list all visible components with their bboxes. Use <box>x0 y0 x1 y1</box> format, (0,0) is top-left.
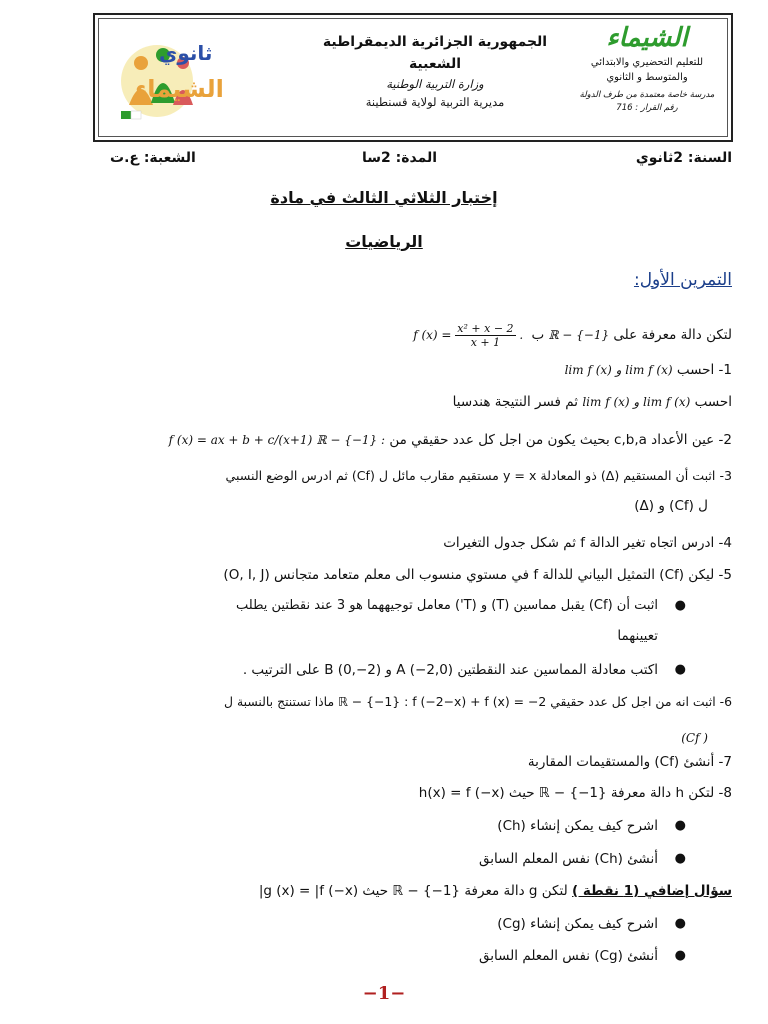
q1-text: احسب <box>676 362 715 378</box>
branch-label: الشعبة: ع.ت <box>110 150 196 166</box>
fraction-numerator: x² + x − 2 <box>457 322 514 335</box>
intro-text: لتكن دالة معرفة على <box>613 327 732 343</box>
q6-number: 6- <box>719 694 732 709</box>
bullet-5-text: اشرح كيف يمكن إنشاء (Cg) <box>497 916 658 932</box>
school-block <box>577 21 717 115</box>
q2-domain: ℝ − {−1} : <box>316 433 386 447</box>
q3-number: 3- <box>719 468 732 483</box>
question-8 <box>419 783 732 803</box>
bullet-icon: ● <box>674 948 686 963</box>
fx-label: f (x) = <box>413 328 452 342</box>
duration-label: المدة: 2سا <box>362 150 438 166</box>
exam-title: إختبار الثلاثي الثالث في مادة <box>270 188 498 207</box>
q8-number: 8- <box>718 785 732 801</box>
q4-number: 4- <box>718 535 732 551</box>
republic-title: الجمهورية الجزائرية الديمقراطية الشعبية <box>322 34 548 72</box>
q6-text: اثبت انه من اجل كل عدد حقيقي ℝ − {−1} : f (−2−x) + f (x) = −2 ماذا تستنتج بالنسبة ل <box>224 694 716 709</box>
school-note1: مدرسة خاصة معتمدة من طرف الدولة <box>579 90 715 100</box>
exercise-intro <box>413 322 732 349</box>
section-heading: التمرين الأول: <box>633 270 732 290</box>
function-fraction <box>455 322 515 349</box>
school-note2: رقم القرار : 716 <box>616 103 678 113</box>
bonus-label: سؤال إضافي (1 نقطة ) <box>572 883 732 899</box>
bonus-question <box>259 881 732 901</box>
question-2 <box>169 430 732 450</box>
question-3-cont: ل (Cf) و (Δ) <box>634 498 708 514</box>
q2-number: 2- <box>718 432 732 448</box>
bullet-3-text: اشرح كيف يمكن إنشاء (Ch) <box>497 818 658 834</box>
school-name: الشيماء <box>606 23 688 53</box>
bullet-4-text: أنشئ (Ch) نفس المعلم السابق <box>479 851 658 867</box>
bonus-text: لتكن g دالة معرفة ℝ − {−1} حيث g (x) = |f (−x)| <box>258 883 568 899</box>
q1-number: 1- <box>718 362 732 378</box>
question-1b <box>453 392 732 412</box>
logo-text-top: ثانوي <box>159 41 213 65</box>
school-logo <box>119 33 229 125</box>
year-label: السنة: 2ثانوي <box>635 150 732 166</box>
subject-title: الرياضيات <box>345 232 423 251</box>
bullet-2-text: اكتب معادلة المماسين عند النقطتين A (−2,0) و B (0,−2) على الترتيب . <box>242 662 658 678</box>
q5-number: 5- <box>718 567 732 583</box>
question-4 <box>443 533 732 553</box>
directorate-line: مديرية التربية لولاية قسنطينة <box>365 95 505 109</box>
ministry-line: وزارة التربية الوطنية <box>386 77 484 91</box>
intro-by: ب <box>531 327 545 343</box>
q5-text: ليكن (Cf) التمثيل البياني للدالة f في مستوي منسوب الى معلم متعامد متجانس (O, I, J) <box>223 567 715 583</box>
q3-text: اثبت أن المستقيم (Δ) ذو المعادلة y = x مستقيم مقارب مائل ل (Cf) ثم ادرس الوضع النسبي <box>225 468 716 483</box>
bullet-icon: ● <box>674 916 686 931</box>
bullet-icon: ● <box>674 851 686 866</box>
bullet-6-text: أنشئ (Cg) نفس المعلم السابق <box>479 948 658 964</box>
question-6-cont: (Cf ) <box>681 731 708 745</box>
question-1 <box>565 360 732 380</box>
school-sub1: للتعليم التحضيري والابتدائي <box>590 57 704 68</box>
q4-text: ادرس اتجاه تغير الدالة f ثم شكل جدول التغيرات <box>443 535 715 551</box>
q1b-math: lim f (x) و lim f (x) <box>582 395 691 409</box>
q2-text: عين الأعداد c,b,a بحيث يكون من اجل كل عدد حقيقي من <box>389 432 715 448</box>
q7-number: 7- <box>718 754 732 770</box>
q1b-text: احسب <box>694 394 732 410</box>
question-5 <box>223 565 732 585</box>
school-sub2: والمتوسط و الثانوي <box>606 72 688 83</box>
q7-text: أنشئ (Cf) والمستقيمات المقاربة <box>527 754 715 770</box>
intro-domain: ℝ − {−1} <box>548 328 610 342</box>
bullet-1-text: اثبت أن (Cf) يقبل مماسين (T) و (T') معامل توجيههما هو 3 عند نقطتين يطلب <box>236 598 658 613</box>
q1-math: lim f (x) و lim f (x) <box>564 363 673 377</box>
q2-math: f (x) = ax + b + c/(x+1) <box>168 433 313 447</box>
fraction-denominator: x + 1 <box>470 336 501 349</box>
bullet-1-cont: تعيينهما <box>617 628 658 644</box>
page-number: −1− <box>362 983 406 1004</box>
document-header <box>93 13 733 142</box>
bullet-icon: ● <box>674 598 686 613</box>
bullet-icon: ● <box>674 662 686 677</box>
q1b-tail: ثم فسر النتيجة هندسيا <box>452 394 579 410</box>
question-3 <box>225 466 732 486</box>
question-7 <box>528 752 732 772</box>
logo-text-bottom: الشيماء <box>135 75 224 103</box>
q8-text: لتكن h دالة معرفة ℝ − {−1} حيث h(x) = f (−x) <box>418 785 715 801</box>
question-6 <box>224 692 732 712</box>
bullet-icon: ● <box>674 818 686 833</box>
republic-block <box>295 31 575 111</box>
intro-function: f (x) = $\frac{\text{x² + x − 2}}{x + 1}$ . <box>413 322 524 349</box>
